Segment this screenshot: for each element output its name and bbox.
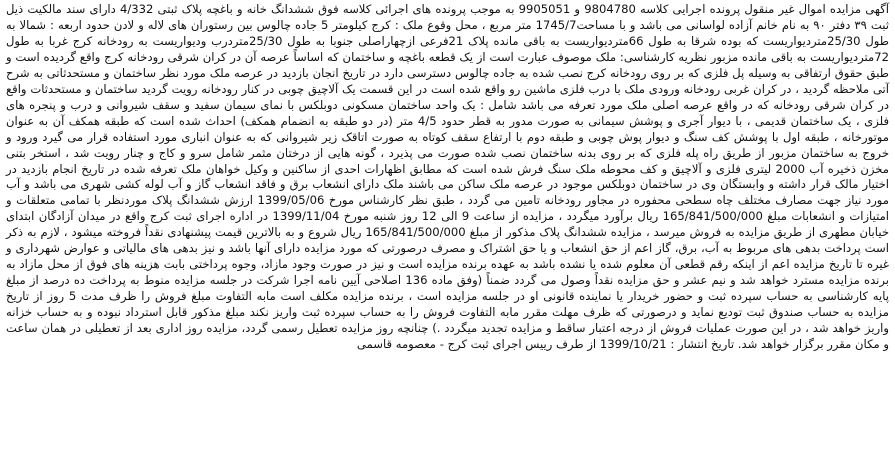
auction-notice-text: آگهی مزایده اموال غیر منقول پرونده اجرایی کلاسه 9804780 و 9905051 به موجب پرونده های اجرائی کلاسه فوق ششدانگ خانه و باغچه پلاک ثبتی 4/332 دارای سند مالکیت ذیل ثبت ۳۹ دفتر ۹۰ به نام خانم آزاده لواسانی می باشد و با مساحت1745/7 متر مربع ، محل وقوع ملک : کرج کیلومتر 5 جاده چالوس بین رستوران های لاله و لادن حدود اربعه : شمالا به طول 25/30مترديواريست که بوده شرقا به طول 66مترديواريست به باقی مانده پلاک 21فرعی ازچهاراصلی جنوبا به طول 25/30متردرب وديواريست به رودخانه کرج غربا به طول 72مترديواريست به باقی مانده مزبور نظریه کارشناسی: ملک موصوف عبارت است از یک قطعه باغچه و ساختمان که اساساً عرصه آن در کران شرقی رودخانه کرج واقع گردیده است و طبق حقوق ارتفاقی به وسیله پل فلزی که بر روی رودخانه کرج نصب شده به جاده چالوس دسترسی دارد در تاریخ انجان بازدید در عرصه ملک مورد نظر ساختمان و مستحدثاتی به شرح آتی ملاحظه گردید ، در کران غربی رودخانه ورودی ملک با درب فلزی ماشین رو واقع شده است در این قسمت یک آلاچیق چوبی در کنار رودخانه رویت گردید ساختمان و مستحدثات واقع در کران شرقی رودخانه که در واقع عرصه اصلی ملک مورد تعرفه می باشد شامل : یک واحد ساختمان مسکونی دوبلکس با نمای سیمان سفید و سقف شیروانی و درب و پنجره های فلزی ، یک ساختمان قدیمی ، با دیوار آجری و پوشش سیمانی به صورت مدور به قطر حدود 4/5 متر (در دو طبقه به انضمام همکف) احداث شده است که طبقه همکف آن به عنوان موتورخانه ، طبقه اول با پوشش کف سنگ و دیوار پوش چوبی و طبقه دوم با ارتفاع سقف کوتاه به صورت اتاقک زیر شیروانی که به عنوان انباری مورد استفاده قرار می گیرد ورود و خروج به ساختمان مزبور از طریق راه پله فلزی که بر روی بدنه ساختمان نصب شده صورت می پذیرد ، گونه هایی از درختان مثمر شامل سرو و کاج و چنار رویت شد ، استخر بتنی مخزن ذخیره آب 2000 لیتری فلزی و آلاچیق و کف محوطه ملک سنگ فرش شده است که مطابق اظهارات احدی از ساکنین و وکیل خواهان ملک تعرفه شده در تاریخ انجام بازدید در اختیار مالک قرار داشته و وابستگان وی در ساختمان دوبلکس موجود در عرصه ملک ساکن می باشند ملک دارای انشعاب برق و فاقد انشعاب گاز و آب لوله کشی شهری می باشد و آب مورد نیاز جهت مصارف مختلف چاه سطحی محفوره در مجاور رودخانه تامین می گردد ، طبق نظر کارشناس مورخ 1399/05/06 ارزش ششدانگ پلاک موردنظر با تمامی متعلقات و امتیازات و انشعابات مبلغ 165/841/500/000 ریال برآورد میگردد ، مزایده از ساعت 9 الی 12 روز شنبه مورخ 1399/11/04 در اداره اجرای ثبت کرج واقع در میدان آزادگان ابتدای خیابان مطهری از طریق مزایده به فروش میرسد ، مزایده ششدانگ پلاک مذکور از مبلغ 165/841/500/000 ریال شروع و به بالاترین قیمت پیشنهادی نقداً فروخته میشود ، لازم به ذکر است پرداخت بدهی های مربوط به آب، برق، گاز اعم از حق انشعاب و یا حق اشتراک و مصرف درصورتی که مورد مزایده دارای آنها باشد و نیز بدهی های مالیاتی و عوارض شهرداری و غیره تا تاریخ مزایده اعم از اینکه رقم قطعی آن معلوم شده یا نشده باشد به عهده برنده مزایده است و نیز در صورت وجود مازاد، وجوه پرداختی بابت هزینه های فوق از محل مازاد به برنده مزایده مسترد خواهد شد و نیم عشر و حق مزایده نقداً وصول می گردد ضمناً (وفق ماده 136 اصلاحی آیین نامه اجرا شرکت در جلسه مزایده منوط به پرداخت ده درصد از مبلغ پایه کارشناسی به حساب سپرده ثبت و حضور خریدار یا نماینده قانونی او در جلسه مزایده است ، برنده مزایده مکلف است مابه التفاوت مبلغ فروش را ظرف مدت 5 روز از تاریخ مزایده به حساب صندوق ثبت تودیع نماید و درصورتی که ظرف مهلت مقرر مابه التفاوت فروش را به حساب سپرده ثبت واریز نکند مبلغ مذکور قابل استرداد نبوده و به حساب خزانه واریز خواهد شد ، در این صورت عملیات فروش از درجه اعتبار ساقط و مزایده تجدید میگردد .) چنانچه روز مزایده تعطیل رسمی گردد، مزایده روز اداری بعد از تعطیلی در همان ساعت و مکان مقرر برگزار خواهد شد. تاریخ انتشار : 1399/10/21 از طرف رییس اجرای ثبت کرج - معصومه قاسمی bbox=[6, 2, 890, 352]
